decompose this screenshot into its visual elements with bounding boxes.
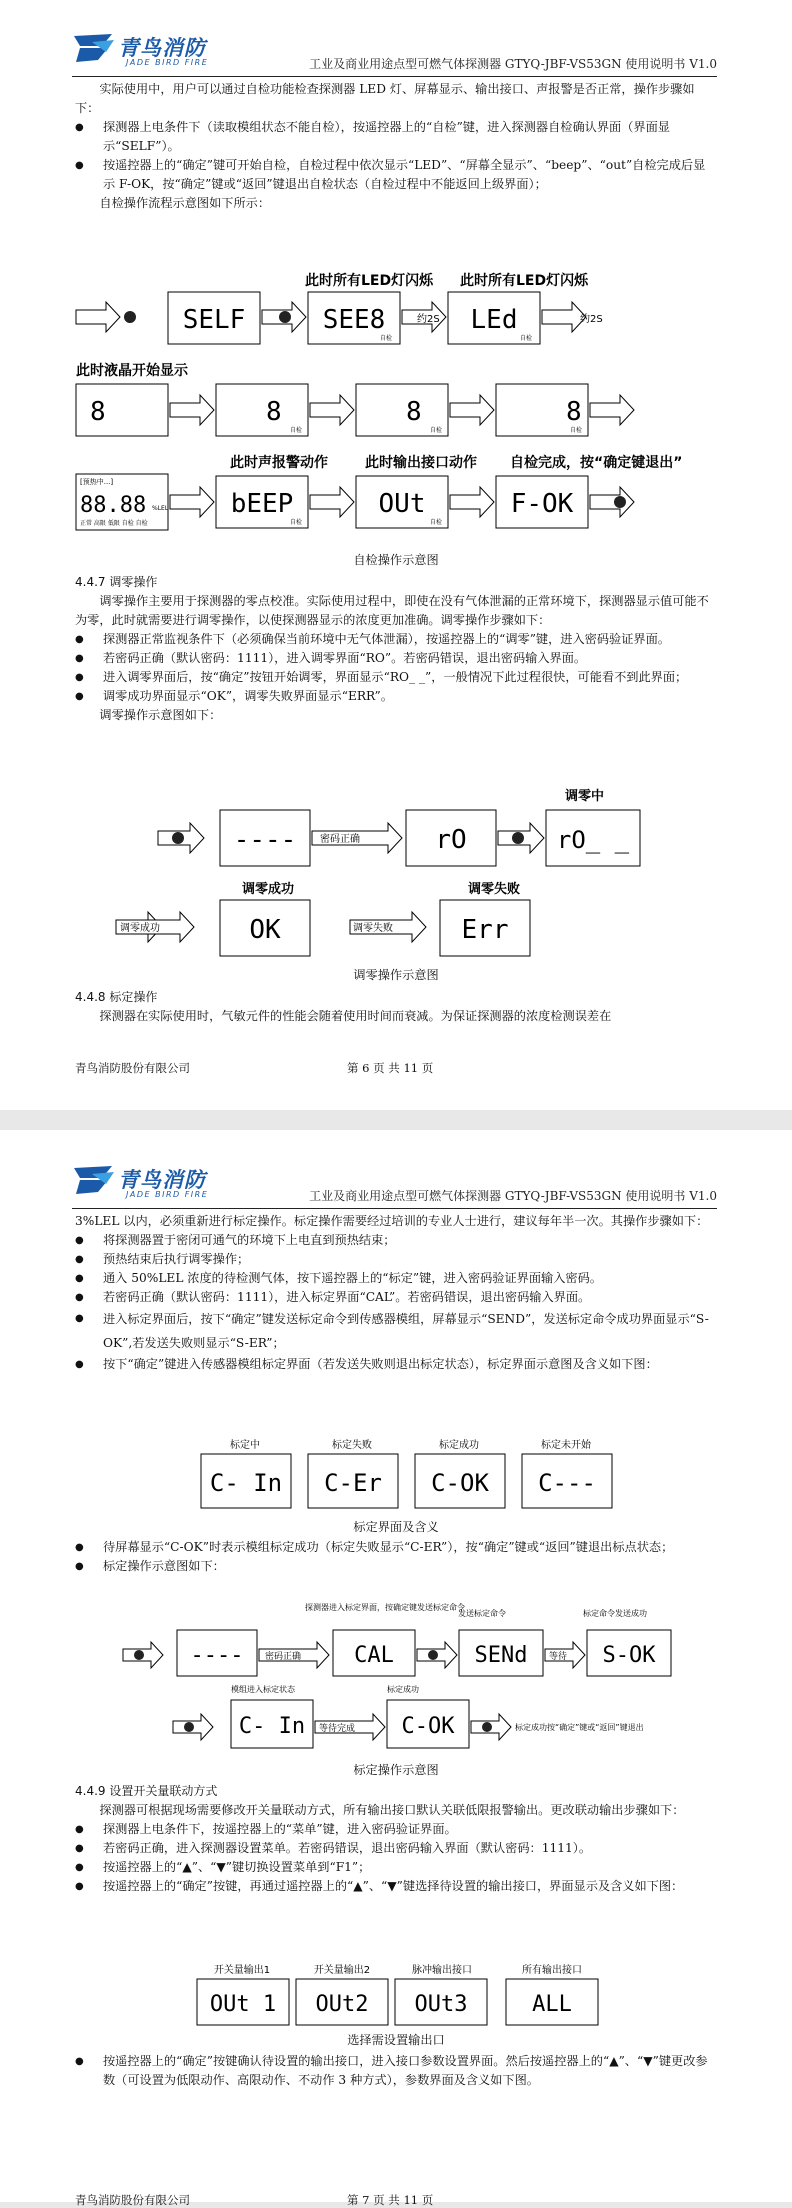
label-cal-success: 标定成功 (387, 1685, 419, 1694)
zero-intro: 调零操作主要用于探测器的零点校准。实际使用过程中，即使在没有气体泄漏的正常环境下，探测器显示值可能不为零，此时就需要进行调零操作，以使探测器显示的浓度更加准确。调零操作步骤如下： (75, 594, 709, 627)
bullet-item: ● 进入标定界面后，按下“确定”键发送标定命令到传感器模组，屏幕显示“SEND”，发送标定命令成功界面显示“S-OK”,若发送失败则显示“S-ER”； (75, 1307, 717, 1355)
lcd-ro-text: rO (435, 825, 467, 855)
out-label-pulse: 脉冲输出接口 (412, 1965, 472, 1976)
bullet-item: ● 通入 50%LEL 浓度的待检测气体，按下遥控器上的“标定”键，进入密码验证界面输入密码。 (75, 1269, 717, 1288)
logo-text: 青鸟消防 (118, 1168, 206, 1192)
bird-logo-icon (72, 32, 116, 68)
lcd-out-text: OUt (378, 489, 426, 519)
bullet-item: ● 按遥控器上的“确定”按键，再通过遥控器上的“▲”、“▼”键选择待设置的输出接口，界面显示及含义如下图： (75, 1877, 717, 1896)
bullet-item: ● 探测器上电条件下，按遥控器上的“菜单”键，进入密码验证界面。 (75, 1820, 717, 1839)
label-lcd-start: 此时液晶开始显示 (76, 363, 188, 379)
cal-continue: 3%LEL 以内，必须重新进行标定操作。标定操作需要经过培训的专业人士进行，建议每年半一次。其操作步骤如下： (75, 1214, 709, 1228)
lcd-dash-text: ---- (190, 1643, 244, 1668)
cal-flow-diagram (125, 1600, 685, 1758)
page-7 (0, 1130, 792, 2207)
self-tag: 自检 (289, 519, 303, 526)
lcd-8-text: 8 (266, 397, 282, 427)
document-title: 工业及商业用途点型可燃气体探测器 GTYQ-JBF-VS53GN 使用说明书 V1.0 (309, 57, 717, 71)
lcd-c-in-text: C- In (209, 1469, 283, 1497)
lcd-s-ok-text: S-OK (602, 1643, 656, 1668)
remote-key-icon (428, 1650, 438, 1660)
lcd-full-text: 88.88 (80, 493, 147, 518)
lcd-c-ok-text: C-OK (401, 1714, 455, 1739)
lcd-fok-text: F-OK (510, 489, 574, 519)
lcd-self-text: SELF (182, 305, 246, 335)
lcd-c-dash-text: C--- (538, 1469, 596, 1497)
arrow-success-label: 调零成功 (120, 923, 160, 934)
label-zero-fail: 调零失败 (468, 882, 521, 897)
lcd-out1-text: OUt 1 (209, 1992, 277, 2017)
lcd-8-text: 8 (406, 397, 422, 427)
footer-page-number: 第 6 页 共 11 页 (347, 1061, 434, 1075)
company-logo (72, 32, 272, 72)
lcd-all-text: ALL (532, 1992, 572, 2017)
bullet-item: ● 标定操作示意图如下： (75, 1557, 717, 1576)
document-title: 工业及商业用途点型可燃气体探测器 GTYQ-JBF-VS53GN 使用说明书 V1.0 (309, 1189, 717, 1203)
remote-key-icon (614, 496, 626, 508)
about-2s-label: 约2S (417, 314, 440, 325)
bullet-item: ● 若密码正确（默认密码：1111），进入标定界面“CAL”。若密码错误，退出密码输入界面。 (75, 1288, 717, 1307)
lcd-8-text: 8 (90, 397, 106, 427)
lcd-c-er-text: C-Er (324, 1469, 382, 1497)
label-send-ok: 标定命令发送成功 (583, 1609, 647, 1618)
out-label-2: 开关量输出2 (313, 1965, 371, 1976)
page7-text-top (75, 1212, 717, 1374)
footer-company: 青鸟消防股份有限公司 (75, 1061, 190, 1075)
arrow-fail-label: 调零失败 (353, 923, 393, 934)
selfcheck-lead: 自检操作流程示意图如下所示： (99, 196, 271, 210)
remote-key-icon (512, 832, 524, 844)
remote-key-icon (482, 1722, 492, 1732)
label-beep: 此时声报警动作 (230, 455, 328, 471)
bullet-item: ● 进入调零界面后，按“确定”按钮开始调零，界面显示“RO_ _”，一般情况下此过程很快，可能看不到此界面； (75, 668, 717, 687)
full-display-bottom: 正常 高限 低限 自检 自检 (80, 520, 148, 527)
lcd-send-text: SENd (474, 1643, 528, 1668)
pwd-ok-label: 密码正确 (320, 834, 360, 845)
page7-text-lower (75, 1782, 717, 1896)
page6-text-bottom (75, 988, 717, 1026)
full-display-unit: %LEL (152, 505, 169, 512)
footer-page-number: 第 7 页 共 11 页 (347, 2193, 434, 2207)
zero-lead: 调零操作示意图如下： (99, 708, 222, 722)
selfcheck-caption: 自检操作示意图 (353, 553, 439, 567)
wait-done-label: 等待完成 (319, 1724, 356, 1734)
label-enter-cal: 探测器进入标定界面，按确定键发送标定命令 (305, 1603, 465, 1612)
lcd-dash-text: ---- (233, 825, 297, 855)
section-4-4-8: 4.4.8 标定操作 (75, 990, 158, 1004)
cal-label-in-progress: 标定中 (230, 1440, 260, 1451)
wait-label: 等待 (549, 1652, 568, 1662)
selfcheck-flow-diagram (76, 262, 710, 532)
page-header (72, 1162, 717, 1209)
page7-text-mid (75, 1538, 717, 1576)
self-tag: 自检 (429, 519, 443, 526)
self-tag: 自检 (289, 427, 303, 434)
about-2s-label: 约2S (580, 314, 603, 325)
bird-logo-icon (72, 1164, 116, 1200)
self-tag: 自检 (429, 427, 443, 434)
lcd-ok-text: OK (249, 915, 281, 945)
lcd-err-text: Err (461, 915, 509, 945)
bullet-item: ● 按遥控器上的“确定”按键确认待设置的输出接口，进入接口参数设置界面。然后按遥控器上的“▲”、“▼”键更改参数（可设置为低限动作、高限动作、不动作 3 种方式），参数界面及含义如下图。 (75, 2052, 717, 2090)
label-done: 自检完成，按“确定键退出” (510, 455, 683, 471)
bullet-item: ● 按遥控器上的“▲”、“▼”键切换设置菜单到“F1”； (75, 1858, 717, 1877)
zero-caption: 调零操作示意图 (353, 968, 439, 982)
lcd-cal-text: CAL (354, 1643, 394, 1668)
out-label-1: 开关量输出1 (213, 1965, 271, 1976)
remote-key-icon (124, 311, 136, 323)
full-display-top: [预热中...] (80, 478, 114, 486)
label-led-flash-2: 此时所有LED灯闪烁 (460, 273, 589, 289)
cal-screens-diagram (200, 1438, 620, 1510)
remote-key-icon (184, 1722, 194, 1732)
lcd-led-text: LEd (470, 305, 518, 335)
cal-label-success: 标定成功 (439, 1440, 479, 1451)
link-intro: 探测器可根据现场需要修改开关量联动方式，所有输出接口默认关联低限报警输出。更改联动输出步骤如下： (99, 1803, 685, 1817)
output-caption: 选择需设置输出口 (347, 2033, 445, 2047)
logo-subtext: JADE BIRD FIRE (126, 58, 209, 67)
pwd-ok-label: 密码正确 (265, 1652, 302, 1662)
bullet-item: ● 待屏幕显示“C-OK”时表示模组标定成功（标定失败显示“C-ER”），按“确定”键或“返回”键退出标点状态； (75, 1538, 717, 1557)
out-label-all: 所有输出接口 (522, 1965, 582, 1976)
cal-intro: 探测器在实际使用时，气敏元件的性能会随着使用时间而衰减。为保证探测器的浓度检测误差在 (99, 1009, 612, 1023)
bullet-item: ● 将探测器置于密闭可通气的环境下上电直到预热结束； (75, 1231, 717, 1250)
bullet-item: ● 探测器正常监视条件下（必须确保当前环境中无气体泄漏），按遥控器上的“调零”键，进入密码验证界面。 (75, 630, 717, 649)
label-led-flash-1: 此时所有LED灯闪烁 (305, 273, 434, 289)
company-logo (72, 1164, 272, 1204)
page6-text-mid (75, 573, 717, 725)
lcd-out2-text: OUt2 (315, 1992, 369, 2017)
cal-screens-caption: 标定界面及含义 (353, 1520, 439, 1534)
lcd-see8-text: SEE8 (322, 305, 386, 335)
bullet-item: ● 调零成功界面显示“OK”，调零失败界面显示“ERR”。 (75, 687, 717, 706)
bullet-item: ● 预热结束后执行调零操作； (75, 1250, 717, 1269)
page7-text-bottom (75, 2052, 717, 2090)
logo-subtext: JADE BIRD FIRE (126, 1190, 209, 1199)
output-screens-diagram (196, 1963, 606, 2027)
remote-key-icon (279, 311, 291, 323)
lcd-c-ok-text: C-OK (431, 1469, 489, 1497)
lcd-beep-text: bEEP (230, 489, 294, 519)
cal-flow-caption: 标定操作示意图 (353, 1763, 439, 1777)
bullet-item: ● 按下“确定”键进入传感器模组标定界面（若发送失败则退出标定状态），标定界面示意图及含义如下图： (75, 1355, 717, 1374)
label-output: 此时输出接口动作 (365, 455, 477, 471)
bullet-item: ● 若密码正确，进入探测器设置菜单。若密码错误，退出密码输入界面（默认密码：1111）。 (75, 1839, 717, 1858)
lcd-out3-text: OUt3 (414, 1992, 468, 2017)
lcd-c-in-text: C- In (238, 1714, 306, 1739)
lcd-ro-dash-text: rO_ _ (556, 826, 630, 854)
label-zeroing: 调零中 (565, 789, 605, 804)
self-tag: 自检 (569, 427, 583, 434)
bullet-item: ● 按遥控器上的“确定”键可开始自检，自检过程中依次显示“LED”、“屏幕全显示”、“beep”、“out”自检完成后显示 F-OK，按“确定”键或“返回”键退出自检状态（自检过程中不能返回上级界面）； (75, 156, 717, 194)
remote-key-icon (172, 832, 184, 844)
exit-note: 标定成功按“确定”键或“返回”键退出 (515, 1723, 644, 1732)
label-module-cal: 模组进入标定状态 (231, 1685, 295, 1694)
page-header (72, 30, 717, 77)
bullet-item: ● 若密码正确（默认密码：1111），进入调零界面“RO”。若密码错误，退出密码输入界面。 (75, 649, 717, 668)
remote-key-icon (134, 1650, 144, 1660)
label-zero-success: 调零成功 (242, 882, 295, 897)
logo-text: 青鸟消防 (118, 36, 206, 60)
label-send-cmd: 发送标定命令 (458, 1609, 506, 1618)
selfcheck-intro: 实际使用中，用户可以通过自检功能检查探测器 LED 灯、屏幕显示、输出接口、声报警是否正常，操作步骤如下： (75, 82, 695, 115)
footer-company: 青鸟消防股份有限公司 (75, 2193, 190, 2207)
cal-label-not-started: 标定未开始 (541, 1440, 591, 1451)
cal-label-failed: 标定失败 (332, 1440, 372, 1451)
zero-flow-diagram (120, 789, 650, 960)
page6-text-top (75, 80, 717, 213)
lcd-8-text: 8 (566, 397, 582, 427)
section-4-4-9: 4.4.9 设置开关量联动方式 (75, 1784, 218, 1798)
self-tag: 自检 (379, 335, 393, 342)
bullet-item: ● 探测器上电条件下（读取模组状态不能自检），按遥控器上的“自检”键，进入探测器自检确认界面（界面显示“SELF”）。 (75, 118, 717, 156)
self-tag: 自检 (519, 335, 533, 342)
section-4-4-7: 4.4.7 调零操作 (75, 575, 158, 589)
